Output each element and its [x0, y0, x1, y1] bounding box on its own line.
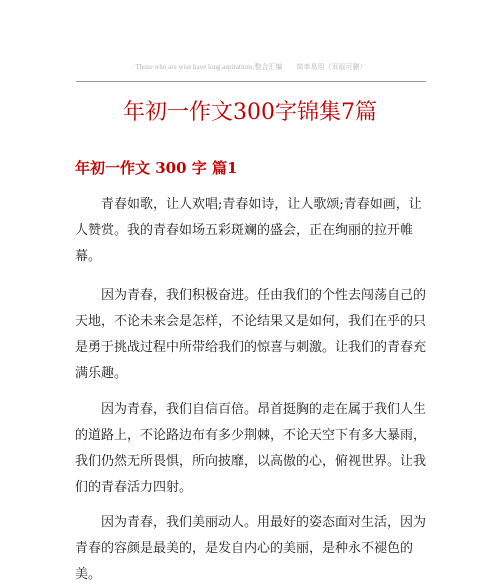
paragraph-4: 因为青春，我们美丽动人。用最好的姿态面对生活，因为青春的容颜是最美的，是发自内心的美丽，是种永不褪色的美。: [75, 515, 427, 582]
paragraph-2: 因为青春，我们积极奋进。任由我们的个性去闯荡自己的天地，不论未来会是怎样，不论结果又是如何，我们在乎的只是勇于挑战过程中所带给我们的惊喜与刺激。让我们的青春充满乐趣。: [75, 288, 427, 381]
paragraph-3: 因为青春，我们自信百倍。昂首挺胸的走在属于我们人生的道路上，不论路边布有多少荆棘，不论天空下有多大暴雨，我们仍然无所畏惧，所向披靡，以高傲的心，俯视世界。让我们的青春活力四射。: [75, 402, 427, 495]
page-header: [76, 60, 426, 84]
header-divider: [76, 81, 426, 82]
header-text: Those who are wise have long aspirations;整合汇编 简单易用（页眉可删）: [135, 63, 367, 71]
paragraph-1: 青春如歌，让人欢唱;青春如诗，让人歌颂;青春如画，让人赞赏。我的青春如场五彩斑斓的盛会，正在绚丽的拉开帷幕。: [75, 197, 422, 264]
section-heading: 年初一作文 300 字 篇1: [75, 159, 238, 177]
document-title: 年初一作文300字锦集7篇: [123, 100, 377, 125]
